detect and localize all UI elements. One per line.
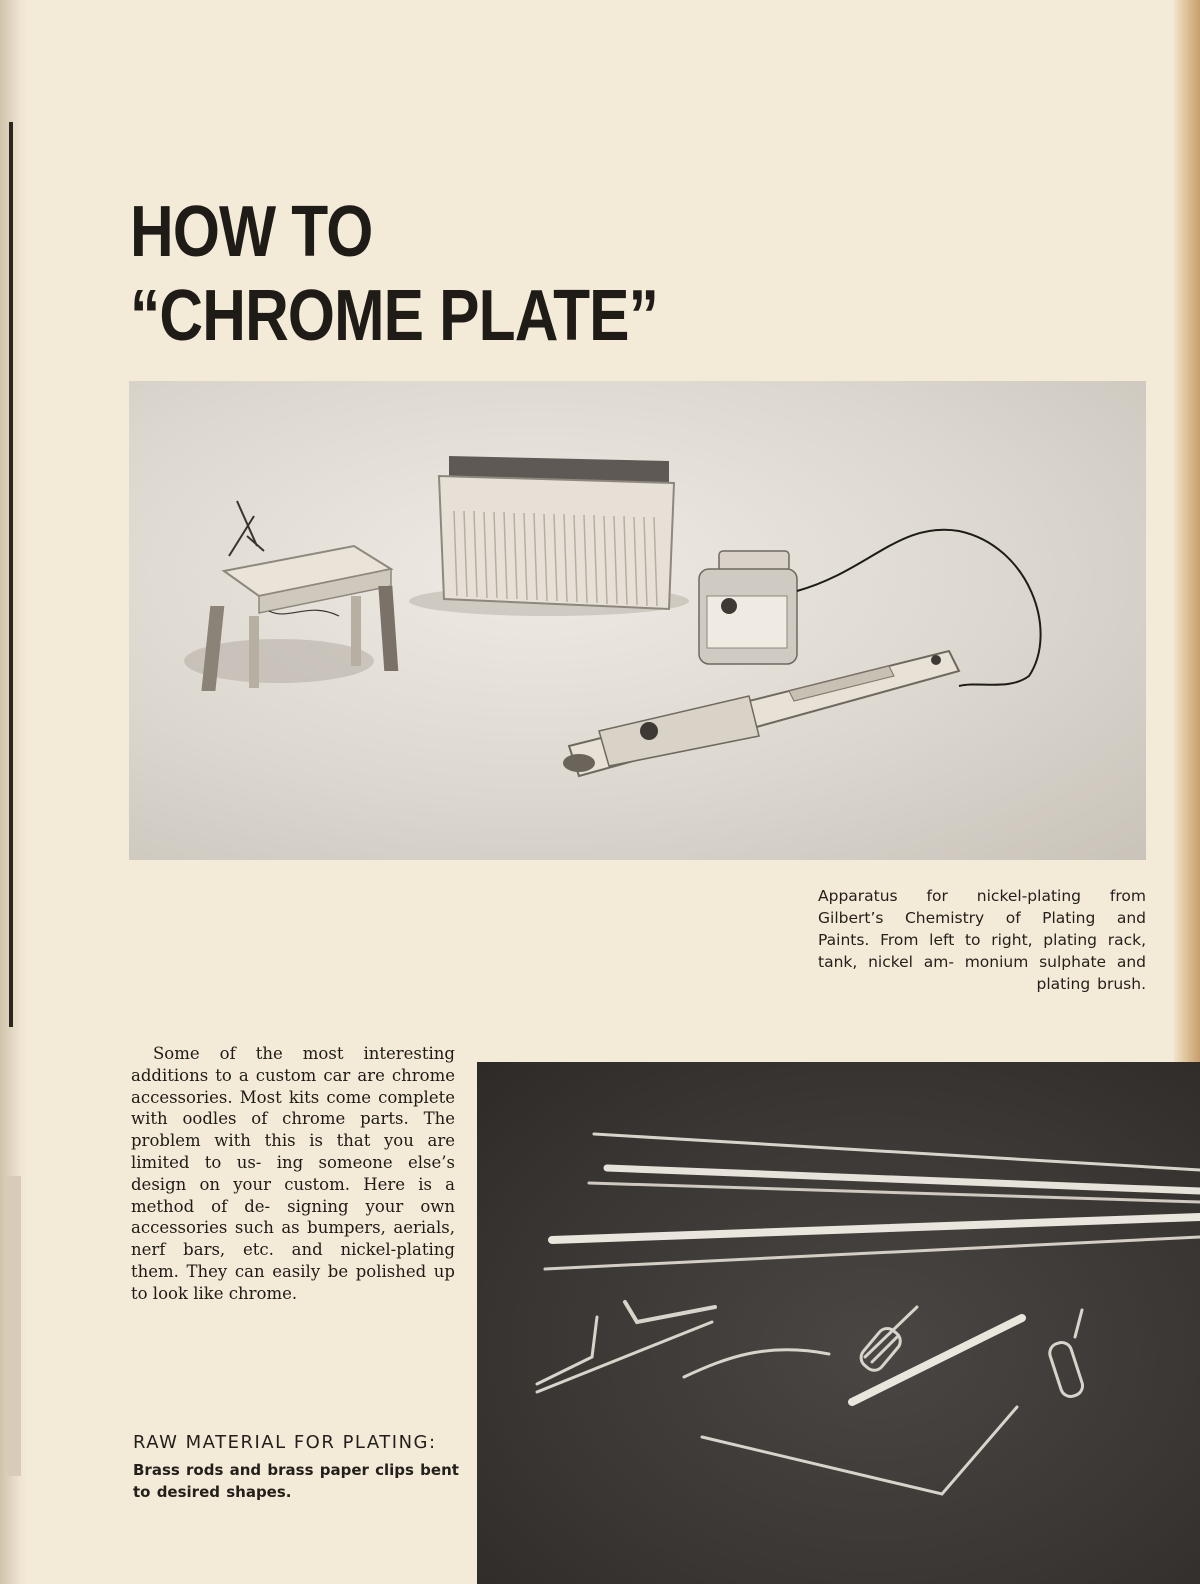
plating-brush-illustration xyxy=(563,651,959,776)
plating-rack-illustration xyxy=(184,501,398,691)
title-line-1: HOW TO xyxy=(130,192,373,272)
binding-rule xyxy=(9,122,13,1027)
raw-material-caption: Brass rods and brass paper clips bent to desired shapes. xyxy=(133,1461,459,1501)
binding-strip xyxy=(7,1176,21,1476)
brass-rods-photo xyxy=(477,1062,1200,1584)
title-line-2: “CHROME PLATE” xyxy=(130,276,659,356)
apparatus-photo-caption: Apparatus for nickel-plating from Gilbert’s Chemistry of Plating and Paints. From left to right, plating rack, tank, nickel am- monium sulphate and plating brush. xyxy=(818,887,1146,993)
plating-tank-illustration xyxy=(409,456,689,616)
raw-material-heading: RAW MATERIAL FOR PLATING: xyxy=(133,1432,437,1453)
article-body-paragraph: Some of the most interesting additions to a custom car are chrome accessories. Most kits come complete with oodles of chrome parts. The problem with this is that you are limited to us- ing someone else’s design on your custom. Here is a method of de- signing your own accessories such as bumpers, aerials, nerf bars, etc. and nickel-plating them. They can easily be polished up to look like chrome. xyxy=(131,1044,455,1303)
article-title xyxy=(130,190,658,358)
chemical-jar-illustration xyxy=(699,551,797,664)
plating-apparatus-photo xyxy=(129,381,1146,860)
